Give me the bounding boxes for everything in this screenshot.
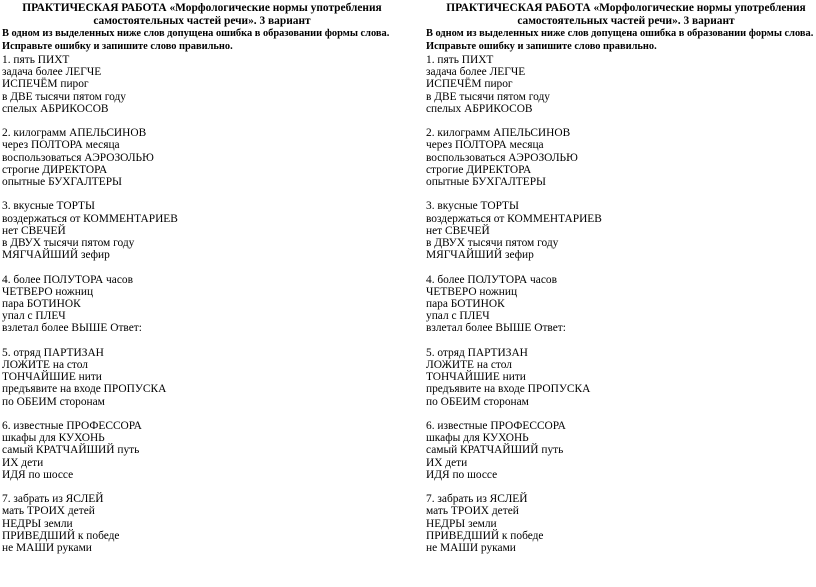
task-option: через ПОЛТОРА месяца xyxy=(426,139,544,152)
task-option: опытные БУХГАЛТЕРЫ xyxy=(426,176,546,189)
task-block xyxy=(2,200,402,261)
task-block xyxy=(426,493,816,554)
task-option: пара БОТИНОК xyxy=(2,298,81,311)
task-option: не МАШИ руками xyxy=(426,542,516,555)
task-option: нет СВЕЧЕЙ xyxy=(2,224,66,237)
task-option: мать ТРОИХ детей xyxy=(2,505,95,518)
task-spacer xyxy=(426,335,816,347)
task-option: воспользоваться АЭРОЗОЛЬЮ xyxy=(2,151,154,164)
task-option: пара БОТИНОК xyxy=(426,298,505,311)
task-spacer xyxy=(426,408,816,420)
task-heading: 1. пять ПИХТ xyxy=(2,54,70,66)
task-option: предъявите на входе ПРОПУСКА xyxy=(426,383,591,396)
task-option: ИХ дети xyxy=(2,456,44,469)
task-block xyxy=(2,347,402,408)
task-option: ПРИВЕДШИЙ к победе xyxy=(426,529,544,542)
worksheet-title-line1: ПРАКТИЧЕСКАЯ РАБОТА «Морфологические нормы употребления xyxy=(22,2,382,14)
task-option: самый КРАТЧАЙШИЙ путь xyxy=(2,444,140,457)
task-option: МЯГЧАЙШИЙ зефир xyxy=(426,249,534,262)
worksheet-column-right xyxy=(426,2,816,554)
task-heading: 2. килограмм АПЕЛЬСИНОВ xyxy=(426,127,571,140)
task-block xyxy=(2,54,402,115)
task-option: воздержаться от КОММЕНТАРИЕВ xyxy=(2,212,178,225)
task-heading: 5. отряд ПАРТИЗАН xyxy=(426,346,528,359)
task-block xyxy=(426,127,816,188)
task-spacer xyxy=(426,115,816,127)
task-option: упал с ПЛЕЧ xyxy=(2,310,66,323)
task-heading: 3. вкусные ТОРТЫ xyxy=(2,200,95,213)
task-block xyxy=(2,274,402,335)
task-option: ЧЕТВЕРО ножниц xyxy=(2,285,94,298)
task-option: шкафы для КУХОНЬ xyxy=(426,432,529,445)
task-heading: 4. более ПОЛУТОРА часов xyxy=(426,273,557,286)
task-option: спелых АБРИКОСОВ xyxy=(2,102,109,115)
task-option: в ДВЕ тысячи пятом году xyxy=(2,90,126,103)
task-option: ИДЯ по шоссе xyxy=(426,468,498,481)
task-option: задача более ЛЕГЧЕ xyxy=(2,66,102,79)
task-option: ПРИВЕДШИЙ к победе xyxy=(2,529,120,542)
worksheet-column-left xyxy=(2,2,402,554)
task-spacer xyxy=(2,481,402,493)
task-heading: 4. более ПОЛУТОРА часов xyxy=(2,273,133,286)
task-heading: 3. вкусные ТОРТЫ xyxy=(426,200,519,213)
task-option: предъявите на входе ПРОПУСКА xyxy=(2,383,167,396)
task-spacer xyxy=(2,408,402,420)
task-spacer xyxy=(2,188,402,200)
task-option: упал с ПЛЕЧ xyxy=(426,310,490,323)
task-option: НЕДРЫ земли xyxy=(426,517,497,530)
task-block xyxy=(426,274,816,335)
task-heading: 6. известные ПРОФЕССОРА xyxy=(426,420,566,433)
task-option: шкафы для КУХОНЬ xyxy=(2,432,105,445)
task-heading: 7. забрать из ЯСЛЕЙ xyxy=(2,493,104,506)
worksheet-title-line1: ПРАКТИЧЕСКАЯ РАБОТА «Морфологические нормы употребления xyxy=(446,2,806,14)
task-block xyxy=(426,54,816,115)
task-option: опытные БУХГАЛТЕРЫ xyxy=(2,176,122,189)
worksheet-title-line2: самостоятельных частей речи». 3 вариант xyxy=(517,15,735,27)
task-option: в ДВЕ тысячи пятом году xyxy=(426,90,550,103)
task-block xyxy=(2,127,402,188)
task-heading: 1. пять ПИХТ xyxy=(426,54,494,66)
instruction-line1: В одном из выделенных ниже слов допущена ошибка в образовании формы слова. xyxy=(2,28,390,39)
task-block xyxy=(426,420,816,481)
task-option: строгие ДИРЕКТОРА xyxy=(426,163,532,176)
task-list xyxy=(2,54,402,554)
task-option: в ДВУХ тысячи пятом году xyxy=(2,237,135,250)
task-option: задача более ЛЕГЧЕ xyxy=(426,66,526,79)
task-option: взлетал более ВЫШЕ Ответ: xyxy=(426,322,566,335)
task-option: по ОБЕИМ сторонам xyxy=(426,395,529,408)
task-option: НЕДРЫ земли xyxy=(2,517,73,530)
task-option: мать ТРОИХ детей xyxy=(426,505,519,518)
task-option: взлетал более ВЫШЕ Ответ: xyxy=(2,322,142,335)
task-option: нет СВЕЧЕЙ xyxy=(426,224,490,237)
task-heading: 5. отряд ПАРТИЗАН xyxy=(2,346,104,359)
task-option: ТОНЧАЙШИЕ нити xyxy=(426,371,526,384)
task-option: ЛОЖИТЕ на стол xyxy=(2,359,88,372)
task-option: воздержаться от КОММЕНТАРИЕВ xyxy=(426,212,602,225)
task-heading: 6. известные ПРОФЕССОРА xyxy=(2,420,142,433)
task-option: ЧЕТВЕРО ножниц xyxy=(426,285,518,298)
task-option: самый КРАТЧАЙШИЙ путь xyxy=(426,444,564,457)
task-block xyxy=(2,420,402,481)
task-option: МЯГЧАЙШИЙ зефир xyxy=(2,249,110,262)
task-heading: 7. забрать из ЯСЛЕЙ xyxy=(426,493,528,506)
instruction-line2: Исправьте ошибку и запишите слово правильно. xyxy=(2,40,233,52)
task-option: ИДЯ по шоссе xyxy=(2,468,74,481)
task-option: воспользоваться АЭРОЗОЛЬЮ xyxy=(426,151,578,164)
task-option: ИСПЕЧЁМ пирог xyxy=(2,78,89,91)
task-block xyxy=(426,200,816,261)
task-option: в ДВУХ тысячи пятом году xyxy=(426,237,559,250)
task-option: ТОНЧАЙШИЕ нити xyxy=(2,371,102,384)
task-heading: 2. килограмм АПЕЛЬСИНОВ xyxy=(2,127,147,140)
task-block xyxy=(426,347,816,408)
task-spacer xyxy=(2,261,402,273)
task-spacer xyxy=(2,335,402,347)
instruction-line1: В одном из выделенных ниже слов допущена ошибка в образовании формы слова. xyxy=(426,28,814,39)
task-option: не МАШИ руками xyxy=(2,542,92,555)
task-list xyxy=(426,54,816,554)
task-option: ЛОЖИТЕ на стол xyxy=(426,359,512,372)
task-block xyxy=(2,493,402,554)
task-spacer xyxy=(426,188,816,200)
instruction-line2: Исправьте ошибку и запишите слово правильно. xyxy=(426,40,657,52)
task-spacer xyxy=(426,261,816,273)
task-spacer xyxy=(2,115,402,127)
task-option: строгие ДИРЕКТОРА xyxy=(2,163,108,176)
worksheet-title-line2: самостоятельных частей речи». 3 вариант xyxy=(93,15,311,27)
task-spacer xyxy=(426,481,816,493)
task-option: через ПОЛТОРА месяца xyxy=(2,139,120,152)
task-option: спелых АБРИКОСОВ xyxy=(426,102,533,115)
task-option: по ОБЕИМ сторонам xyxy=(2,395,105,408)
task-option: ИХ дети xyxy=(426,456,468,469)
task-option: ИСПЕЧЁМ пирог xyxy=(426,78,513,91)
